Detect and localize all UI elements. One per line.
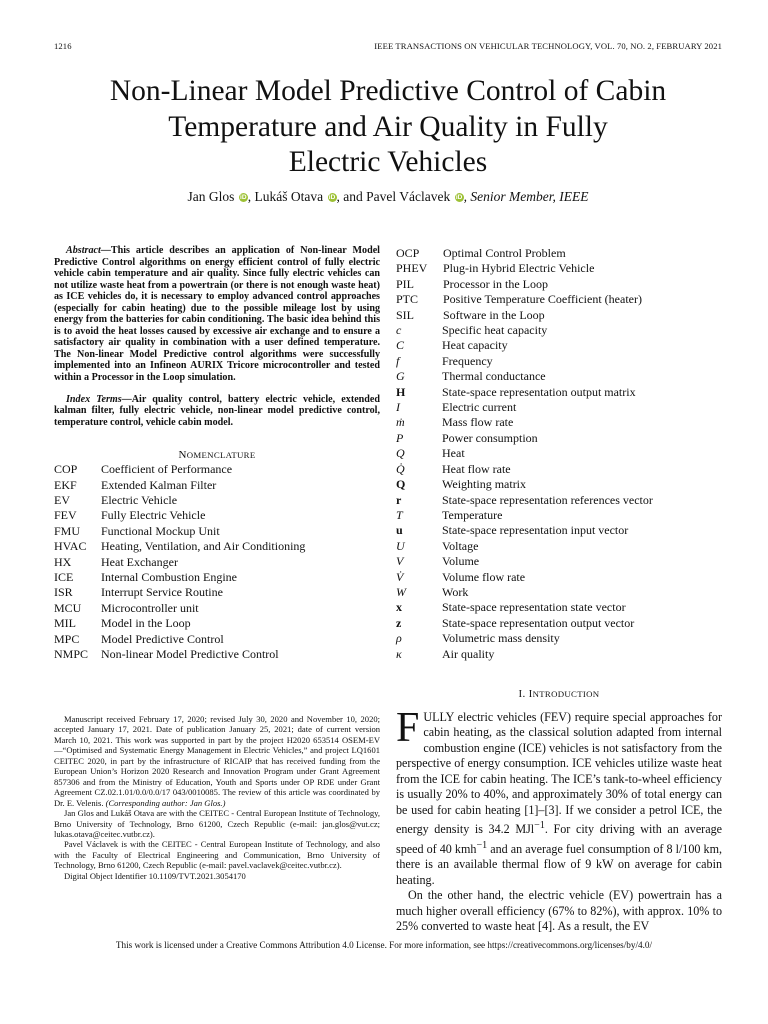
abbreviation: ISR bbox=[54, 585, 73, 600]
abbreviation-definition: Heating, Ventilation, and Air Conditioning bbox=[101, 539, 306, 554]
abbreviation-definition: Model Predictive Control bbox=[101, 631, 224, 646]
symbol: T bbox=[396, 507, 403, 522]
symbol-definition: Frequency bbox=[442, 353, 493, 368]
symbol-definition: State-space representation references vector bbox=[442, 492, 653, 507]
author-name: and Pavel Václavek bbox=[343, 189, 451, 204]
index-terms-label: Index Terms bbox=[66, 393, 122, 405]
left-column bbox=[54, 245, 380, 662]
symbol: Q bbox=[396, 446, 405, 461]
author-list: Jan Glos iD, Lukáš Otava iD, and Pavel Václavek iD, Senior Member, IEEE bbox=[187, 189, 589, 204]
symbol-row bbox=[396, 493, 722, 508]
symbol-definition: Power consumption bbox=[442, 430, 538, 445]
symbol-definition: Thermal conductance bbox=[442, 369, 546, 384]
nomenclature-heading: NOMENCLATURE bbox=[178, 449, 256, 462]
abbreviation-list bbox=[54, 462, 380, 662]
right-column bbox=[396, 246, 722, 662]
nomenclature-row bbox=[396, 246, 722, 261]
abbreviation: SIL bbox=[396, 307, 414, 322]
symbol: V̇ bbox=[396, 569, 404, 584]
symbol-definition: Heat flow rate bbox=[442, 461, 511, 476]
symbol-definition: Heat bbox=[442, 446, 465, 461]
doi-note: Digital Object Identifier 10.1109/TVT.2021.3054170 bbox=[64, 870, 246, 881]
abstract-text: —This article describes an application of Non-linear Model Predictive Control algorithms on energy efficient control of fully electric vehicle cabin temperature and air quality. Since fully electric vehicles can not utilize waste heat from a powertrain (or there is not enough waste heat) as ICE vehicles do, it is necessary to employ advanced control approaches (especially for cabin heating) due to the possible mileage lost by using energy from the batteries for cabin conditioning. The basic idea behind this is to avoid the heat losses caused by excessive air exchange and to ensure a satisfactory air quality in combination with a user defined temperature. The Non-linear Model Predictive control algorithms were successfully implemented into an Infineon AURIX Tricore microcontroller and tested within a Processor in the Loop simulation. bbox=[54, 245, 380, 384]
title-line-2: Temperature and Air Quality in Fully bbox=[168, 110, 608, 143]
section-heading: I. INTRODUCTION bbox=[518, 688, 600, 700]
symbol-row bbox=[396, 400, 722, 415]
author-name: Lukáš Otava bbox=[254, 189, 324, 204]
abbreviation-definition: Extended Kalman Filter bbox=[101, 477, 217, 492]
abbreviation-list-continued bbox=[396, 246, 722, 323]
abstract bbox=[54, 245, 380, 384]
symbol-row bbox=[396, 539, 722, 554]
abbreviation-definition: Model in the Loop bbox=[101, 616, 191, 631]
abbreviation: MCU bbox=[54, 600, 82, 615]
abbreviation-definition: Fully Electric Vehicle bbox=[101, 508, 206, 523]
running-header: IEEE TRANSACTIONS ON VEHICULAR TECHNOLOGY, VOL. 70, NO. 2, FEBRUARY 2021 bbox=[374, 41, 722, 51]
nomenclature-row bbox=[54, 478, 380, 493]
symbol-definition: Heat capacity bbox=[442, 338, 508, 353]
symbol-definition: Electric current bbox=[442, 400, 517, 415]
abbreviation-definition: Heat Exchanger bbox=[101, 554, 178, 569]
symbol-row bbox=[396, 446, 722, 461]
symbol: I bbox=[396, 400, 400, 415]
page-number: 1216 bbox=[54, 41, 72, 51]
paragraph: On the other hand, the electric vehicle (EV) powertrain has a much higher overall efficiency (67% to 82%), with approx. 10% to 25% converted to waste heat [4]. As a result, the EV bbox=[396, 888, 722, 933]
abbreviation-definition: Optimal Control Problem bbox=[443, 246, 566, 260]
index-terms bbox=[54, 394, 380, 429]
symbol-row bbox=[396, 338, 722, 353]
symbol-definition: Weighting matrix bbox=[442, 477, 527, 492]
nomenclature-row bbox=[396, 261, 722, 276]
nomenclature-row bbox=[54, 539, 380, 554]
symbol-definition: Mass flow rate bbox=[442, 415, 514, 430]
symbol: V bbox=[396, 554, 404, 569]
symbol-definition: State-space representation output vector bbox=[442, 615, 635, 630]
symbol: H bbox=[396, 384, 406, 399]
symbol-definition: Air quality bbox=[442, 646, 495, 661]
orcid-icon[interactable]: iD bbox=[455, 194, 463, 201]
symbol-row bbox=[396, 385, 722, 400]
abbreviation: OCP bbox=[396, 246, 420, 260]
paper-title bbox=[54, 74, 722, 181]
index-terms-text: —Air quality control, battery electric vehicle, extended kalman filter, fully electric vehicle, non-linear model predictive control, temperature control, vehicle cabin model. bbox=[54, 393, 380, 428]
abbreviation-definition: Microcontroller unit bbox=[101, 600, 199, 615]
symbol: κ bbox=[396, 646, 402, 661]
symbol-row bbox=[396, 616, 722, 631]
abbreviation-definition: Electric Vehicle bbox=[101, 493, 178, 508]
nomenclature-row bbox=[54, 616, 380, 631]
symbol: W bbox=[396, 584, 406, 599]
abbreviation: EKF bbox=[54, 477, 77, 492]
symbol-definition: Volumetric mass density bbox=[442, 631, 560, 646]
nomenclature-row bbox=[54, 632, 380, 647]
symbol: U bbox=[396, 538, 405, 553]
abbreviation-definition: Plug-in Hybrid Electric Vehicle bbox=[443, 261, 595, 276]
orcid-icon[interactable]: iD bbox=[328, 194, 336, 201]
author-membership: , Senior Member, IEEE bbox=[463, 189, 589, 204]
symbol-row bbox=[396, 585, 722, 600]
symbol-row bbox=[396, 647, 722, 662]
paragraph: FULLY electric vehicles (FEV) require special approaches for cabin heating, as the classical solution adapted from internal combustion engine (ICE) vehicles is not satisfactory from the perspective of energy consumption. ICE vehicles utilize waste heat from the ICE for cabin heating. The ICE’s tank-to-wheel efficiency is usually 20% to 40%, and approximately 30% of total energy can be used for cabin heating [1]–[3]. If we consider a petrol ICE, the energy density is 34.2 MJl$^{-1}$. For city driving with an average speed of 40 kmh$^{-1}$ and an average fuel consumption of 8 l/100 km, there is an available thermal flow of 9 kW on average for cabin heating. bbox=[396, 705, 722, 887]
nomenclature-row bbox=[396, 292, 722, 307]
abbreviation: HX bbox=[54, 554, 72, 569]
symbol: Q bbox=[396, 477, 406, 492]
abbreviation-definition: Coefficient of Performance bbox=[101, 462, 233, 477]
nomenclature-row bbox=[54, 493, 380, 508]
symbol: x bbox=[396, 600, 402, 615]
symbol-row bbox=[396, 508, 722, 523]
title-line-1: Non-Linear Model Predictive Control of Cabin bbox=[109, 75, 667, 107]
drop-cap: F bbox=[396, 705, 420, 751]
abbreviation: FMU bbox=[54, 523, 81, 538]
abbreviation: MPC bbox=[54, 631, 80, 646]
abbreviation-definition: Functional Mockup Unit bbox=[101, 523, 220, 538]
abbreviation: EV bbox=[54, 493, 70, 508]
nomenclature-row bbox=[396, 308, 722, 323]
affiliation-note: Pavel Václavek is with the CEITEC - Central European Institute of Technology, and also with the Faculty of Electrical Engineering and Communication, Brno University of Technology, Brno 61200, Czech Republic (e-mail: pavel.vaclavek@ceitec.vutbr.cz). bbox=[54, 839, 380, 871]
footnotes bbox=[54, 714, 380, 881]
symbol: f bbox=[396, 353, 400, 368]
symbol-definition: Specific heat capacity bbox=[442, 323, 548, 338]
symbol-definition: State-space representation output matrix bbox=[442, 384, 636, 399]
symbol-definition: State-space representation input vector bbox=[442, 523, 629, 538]
symbol-definition: Work bbox=[442, 584, 469, 599]
symbol-definition: State-space representation state vector bbox=[442, 600, 626, 615]
nomenclature-row bbox=[54, 601, 380, 616]
symbol-row bbox=[396, 462, 722, 477]
symbol: P bbox=[396, 430, 404, 445]
nomenclature-row bbox=[54, 570, 380, 585]
abbreviation: MIL bbox=[54, 616, 76, 631]
abbreviation: FEV bbox=[54, 508, 77, 523]
introduction-text bbox=[396, 705, 722, 934]
symbol: u bbox=[396, 523, 403, 538]
symbol: ρ bbox=[396, 631, 402, 646]
symbol-row bbox=[396, 431, 722, 446]
symbol-definition: Temperature bbox=[442, 507, 503, 522]
nomenclature-row bbox=[54, 462, 380, 477]
symbol-row bbox=[396, 477, 722, 492]
license-footer: This work is licensed under a Creative Commons Attribution 4.0 License. For more information, see https://creativecommons.org/licenses/by/4.0/ bbox=[115, 940, 653, 950]
nomenclature-row bbox=[54, 508, 380, 523]
symbol: Q̇ bbox=[396, 461, 405, 476]
symbol-row bbox=[396, 631, 722, 646]
symbol: c bbox=[396, 323, 402, 338]
symbol: C bbox=[396, 338, 405, 353]
author-name: Jan Glos bbox=[187, 189, 235, 204]
symbol-definition: Voltage bbox=[442, 538, 479, 553]
affiliation-note: Jan Glos and Lukáš Otava are with the CEITEC - Central European Institute of Technology, Brno University of Technology, Brno 61200, Czech Republic (e-mail: jan.glos@vut.cz; lukas.otava@ceitec.vutbr.cz). bbox=[54, 808, 380, 839]
symbol-row bbox=[396, 354, 722, 369]
symbol-row bbox=[396, 369, 722, 384]
abbreviation: PHEV bbox=[396, 261, 428, 276]
manuscript-note: Manuscript received February 17, 2020; revised July 30, 2020 and November 10, 2020; accepted January 17, 2021. Date of publication January 25, 2021; date of current version March 10, 2021. This work was supported in part by the project H2020 653514 OSEM-EV—“Optimised and Systematic Energy Management in Electric Vehicles,” and project LQ1601 CEITEC 2020, in part by the infrastructure of RICAIP that has received funding from the European Union’s Horizon 2020 Research and Innovation Program under Grant Agreement 857306 and from the Ministry of Education, Youth and Sports under OP RDE under Grant Agreement CZ.02.1.01/0.0/0.0/17 043/0010085. The review of this article was coordinated by Dr. E. Velenis. (Corresponding author: Jan Glos.) bbox=[54, 714, 380, 808]
orcid-icon[interactable]: iD bbox=[240, 194, 247, 201]
abbreviation: PIL bbox=[396, 276, 414, 291]
abbreviation-definition: Interrupt Service Routine bbox=[101, 585, 223, 600]
symbol-definition: Volume bbox=[442, 554, 480, 569]
symbol: G bbox=[396, 369, 405, 384]
abbreviation: COP bbox=[54, 462, 78, 477]
abbreviation-definition: Processor in the Loop bbox=[443, 276, 548, 291]
abbreviation-definition: Internal Combustion Engine bbox=[101, 570, 237, 585]
symbol-row bbox=[396, 523, 722, 538]
nomenclature-row bbox=[54, 585, 380, 600]
symbol: r bbox=[396, 492, 402, 507]
symbol-list bbox=[396, 323, 722, 662]
abbreviation-definition: Software in the Loop bbox=[443, 307, 545, 322]
symbol: ṁ bbox=[396, 415, 405, 430]
abbreviation-definition: Positive Temperature Coefficient (heater) bbox=[443, 292, 642, 307]
symbol: z bbox=[396, 615, 402, 630]
abstract-label: Abstract bbox=[66, 245, 101, 256]
symbol-definition: Volume flow rate bbox=[442, 569, 526, 584]
abbreviation-definition: Non-linear Model Predictive Control bbox=[101, 647, 279, 662]
nomenclature-row bbox=[396, 277, 722, 292]
symbol-row bbox=[396, 600, 722, 615]
symbol-row bbox=[396, 554, 722, 569]
nomenclature-row bbox=[54, 524, 380, 539]
symbol-row bbox=[396, 323, 722, 338]
nomenclature-row bbox=[54, 555, 380, 570]
title-line-3: Electric Vehicles bbox=[288, 146, 488, 178]
nomenclature-row bbox=[54, 647, 380, 662]
symbol-row bbox=[396, 570, 722, 585]
abbreviation: ICE bbox=[54, 570, 74, 585]
abbreviation: HVAC bbox=[54, 539, 87, 554]
symbol-row bbox=[396, 415, 722, 430]
abbreviation: NMPC bbox=[54, 647, 89, 662]
abbreviation: PTC bbox=[396, 292, 419, 307]
